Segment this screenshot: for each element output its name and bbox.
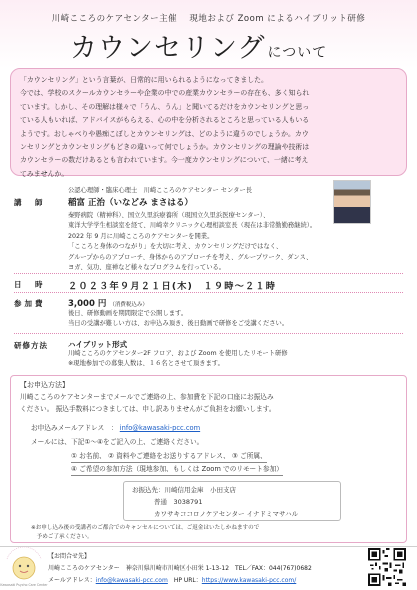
required-items: [71, 450, 283, 476]
contact-links: [48, 575, 296, 584]
bio-line: 「こころと身体のつながり」を大切に考え、カウンセリングだけではなく、: [68, 243, 283, 251]
intro-line: てみませんか。: [20, 169, 69, 178]
method-detail-line: ※現地参加での募集人数は、１６名とさせて頂きます。: [68, 360, 224, 368]
bio-line: 東洋大学学生相談室を経て、川崎幸クリニック心理相談室長（現在は非常勤勤務継続）。: [68, 222, 317, 230]
apply-email-note: メールには、下記①～④をご記入の上、ご連絡ください。: [31, 438, 204, 446]
email-label: お申込みメールアドレス ：: [31, 424, 118, 432]
event-date: ２０２３年９月２１日(木) １９時～２１時: [68, 281, 277, 292]
fee-details: [68, 309, 398, 330]
apply-title: 【お申込方法】: [20, 381, 69, 389]
footer-divider: [0, 546, 417, 547]
event-subtitle: 川崎こころのケアセンター主催 現地および Zoom によるハイブリット研修: [51, 14, 366, 24]
fee-value: [68, 297, 148, 309]
lecturer-bio: [68, 211, 348, 273]
method-label: 研修方法: [14, 341, 48, 350]
lecturer-name: 稲富 正治（いなどみ まさはる）: [68, 198, 193, 208]
required-item-line: ④ ご希望の参加方法（現地参加、もしくは Zoom でのリモート参加）: [71, 463, 283, 476]
method-details: [68, 349, 398, 370]
bank-line: 普通 3038791: [154, 498, 203, 506]
intro-box: [10, 68, 407, 176]
date-label: 日 時: [14, 280, 46, 289]
fee-label: 参加費: [14, 299, 46, 308]
intro-line: ンセリングとカウンセリングもどきの違いって何でしょうか。カウンセリングの理論や技術は: [20, 143, 310, 152]
apply-body: [20, 392, 397, 415]
qr-code-icon: [368, 548, 406, 586]
mascot-logo: [0, 549, 48, 587]
application-box: [10, 375, 407, 543]
bio-line: 秦野病院（精神科）、国立久里浜療養所（現国立久里浜医療センター）、: [68, 212, 270, 219]
section-divider: [14, 292, 403, 293]
intro-line: 「カウンセリング」という言葉が、日常的に用いられるようになってきました。: [20, 76, 268, 84]
intro-line: ています。しかし、その理解は様々で「うん、うん」と聞いてるだけをカウンセリングと思っ: [20, 102, 310, 111]
fee-detail-line: 当日の受講が難しい方は、お申込み頂き、後日動画で研修をご受講ください。: [68, 320, 289, 328]
bank-line: カワサキココロノケアセンター イナドミマサハル: [154, 510, 299, 518]
title-main: カウンセリング: [70, 33, 266, 64]
mascot-label: Kawasaki Psycho Care Center: [0, 583, 48, 587]
page-title: [70, 26, 327, 65]
required-item-line: ① お名前、 ② 資料やご連絡をお送りするアドレス、 ③ ご所属、: [71, 450, 267, 463]
fee-detail-line: 後日、研修動画を期間限定で公開します。: [68, 310, 188, 317]
intro-line: 今では、学校のスクールカウンセラーや企業の中での産業カウンセラーの存在も、多く知られ: [20, 89, 310, 98]
contact-address: 川崎こころのケアセンター 神奈川県川崎市川崎区小田栄 1-13-12 TEL／FAX：044(767)0682: [48, 565, 312, 572]
method-title: ハイブリット形式: [68, 340, 128, 349]
bio-line: 2022 年 9 月に川崎こころのケアセンターを開業。: [68, 232, 214, 240]
section-divider: [14, 273, 403, 274]
intro-line: カウンセラーの数だけあるとも言われています。今一度カウンセリングについて、一緒に考え: [20, 156, 309, 165]
footnote-line: ※お申し込み後の受講者のご都合でのキャンセルについては、ご返金はいたしかねますので: [31, 525, 260, 531]
intro-line: ている人もいれば、アドバイスがもらえる、心の中を分析されるところと思っている人もいる: [20, 116, 310, 125]
lecturer-title: 公認心理師・臨床心理士 川崎こころのケアセンター センター長: [68, 187, 253, 194]
section-divider: [14, 333, 403, 334]
bank-line: お振込先：川崎信用金庫 小田支店: [132, 486, 236, 494]
method-detail-line: 川崎こころのケアセンター2F フロア、および Zoom を使用したリモート研修: [68, 350, 288, 357]
intro-line: ようです。おしゃべりや愚痴こぼしとカウンセリングは、どのように違うのでしょうか。カウ: [20, 129, 309, 138]
apply-email-row: [31, 422, 200, 432]
bank-account-box: [123, 481, 341, 521]
homepage-link[interactable]: https://www.kawasaki-pcc.com/: [201, 577, 297, 584]
url-label: HP URL：: [167, 577, 202, 584]
mail-label: メールアドレス：: [48, 577, 96, 584]
apply-body-line: 川崎こころのケアセンターまでメールでご連絡の上、参加費を下記の口座にお振込み: [20, 393, 274, 401]
lecturer-label: 講 師: [14, 198, 46, 207]
title-suffix: について: [267, 45, 328, 61]
bio-line: ヨガ、気功、座禅など様々なプログラムを行っている。: [68, 264, 226, 272]
apply-email-link[interactable]: info@kawasaki-pcc.com: [119, 424, 201, 432]
footnote-line: 予めご了承ください。: [31, 533, 93, 540]
apply-body-line: ください。 振込手数料につきましては、申し訳ありませんがご負担をお願いします。: [20, 404, 276, 413]
footer-email-link[interactable]: info@kawasaki-pcc.com: [95, 577, 168, 584]
bio-line: グループからのアプローチ、身体からのアプローチを考え、グループワーク、ダンス、: [68, 253, 313, 261]
fee-tax-note: （消費税込み）: [109, 302, 148, 308]
cancellation-note: [31, 524, 259, 541]
contact-label: 【お問合せ先】: [48, 553, 91, 560]
fee-amount: 3,000 円: [68, 299, 107, 309]
